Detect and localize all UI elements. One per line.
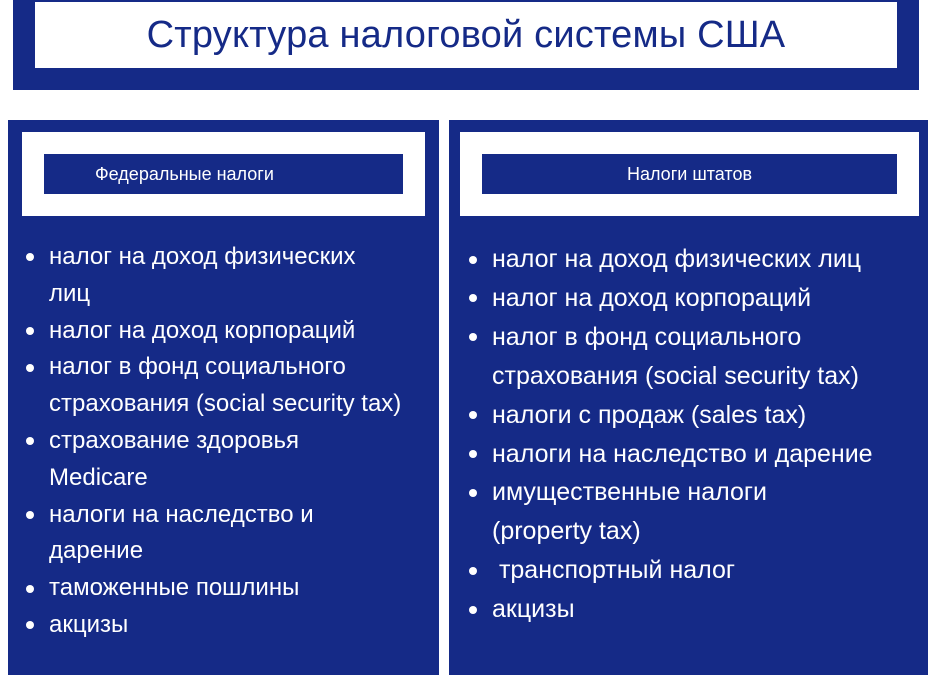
list-item [8,607,403,644]
list-item [8,239,403,313]
list-item-text: налог на доход корпораций [49,316,356,344]
state-header: Налоги штатов [482,154,897,194]
list-item-text: страхование здоровья Medicare [49,426,300,491]
list-item [449,435,928,474]
bullet-icon [469,294,477,302]
list-item-text: налог на доход корпораций [492,283,812,312]
list-item-text: налог в фонд социального страхования (social security tax) [492,322,859,390]
list-item-text: налоги на наследство и дарение [49,500,314,565]
list-item [8,313,403,350]
bullet-icon [26,511,34,519]
list-item-text: акцизы [492,595,575,624]
bullet-icon [469,606,477,614]
list-item [449,279,928,318]
list-item [449,396,928,435]
list-item-text: налоги с продаж (sales tax) [492,400,807,429]
list-item [449,240,928,279]
bullet-icon [26,585,34,593]
list-item [8,497,403,571]
bullet-icon [469,489,477,497]
bullet-icon [26,253,34,261]
bullet-icon [26,364,34,372]
list-item [449,590,928,629]
state-header-container [460,132,919,216]
bullet-icon [469,567,477,575]
list-item [449,473,928,551]
federal-tax-list [8,239,403,644]
list-item [449,318,928,396]
federal-taxes-panel [8,120,439,675]
bullet-icon [469,333,477,341]
list-item [8,423,403,497]
bullet-icon [469,411,477,419]
list-item [8,349,403,423]
bullet-icon [469,256,477,264]
title-banner [13,0,919,90]
list-item-text: налоги на наследство и дарение [492,439,873,468]
federal-header: Федеральные налоги [44,154,403,194]
state-taxes-panel [449,120,928,675]
bullet-icon [26,437,34,445]
bullet-icon [26,621,34,629]
list-item [449,551,928,590]
bullet-icon [26,327,34,335]
list-item-text: транспортный налог [492,556,736,585]
list-item [8,570,403,607]
bullet-icon [469,450,477,458]
state-tax-list [449,240,928,629]
list-item-text: таможенные пошлины [49,574,300,602]
list-item-text: налог на доход физических лиц [492,245,862,273]
page-title: Структура налоговой системы США [146,13,786,56]
list-item-text: акцизы [49,610,129,638]
federal-header-container [22,132,425,216]
list-item-text: налог на доход физических лиц [49,243,356,307]
title-box [35,2,897,68]
list-item-text: налог в фонд социального страхования (social security tax) [49,353,402,418]
list-item-text: имущественные налоги (property tax) [492,478,767,546]
